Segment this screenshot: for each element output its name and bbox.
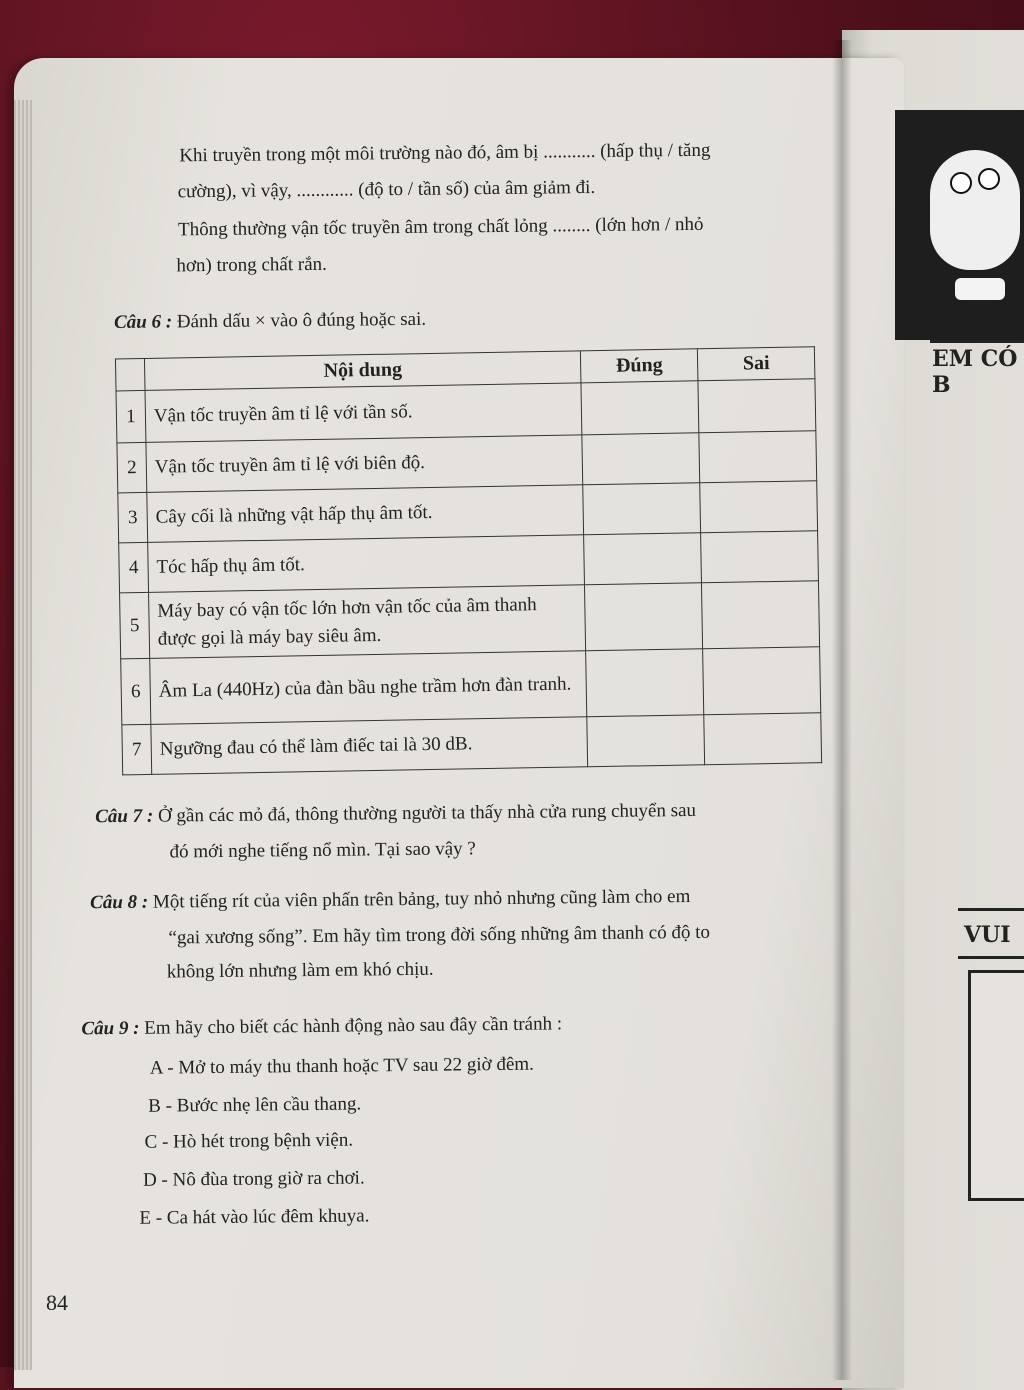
divider <box>958 908 1024 911</box>
row-number: 7 <box>122 724 152 774</box>
question-7 <box>95 800 696 828</box>
option-d: D - Nô đùa trong giờ ra chơi. <box>142 1167 365 1191</box>
option-a: A - Mở to máy thu thanh hoặc TV sau 22 giờ đêm. <box>149 1053 534 1079</box>
header-number <box>115 358 145 391</box>
header-content: Nội dung <box>144 351 581 391</box>
question-9-text: Em hãy cho biết các hành động nào sau đây cần tránh : <box>144 1013 563 1039</box>
false-checkbox-cell[interactable] <box>701 531 819 583</box>
row-statement: Vận tốc truyền âm tỉ lệ với biên độ. <box>146 435 583 493</box>
true-checkbox-cell[interactable] <box>581 381 699 435</box>
divider <box>958 956 1024 959</box>
header-false: Sai <box>698 347 815 381</box>
question-9-label: Câu 9 : <box>81 1017 140 1040</box>
row-number: 4 <box>119 542 149 592</box>
intro-line-2: cường), vì vậy, ............ (độ to / tần số) của âm giảm đi. <box>177 176 596 203</box>
intro-line-1: Khi truyền trong một môi trường nào đó, âm bị ........... (hấp thụ / tăng <box>179 139 711 167</box>
row-statement: Ngưỡng đau có thể làm điếc tai là 30 dB. <box>151 717 588 775</box>
row-number: 3 <box>118 492 148 542</box>
option-e: E - Ca hát vào lúc đêm khuya. <box>139 1205 370 1229</box>
row-number: 5 <box>120 592 150 658</box>
row-statement: Máy bay có vận tốc lớn hơn vận tốc của âm thanh được gọi là máy bay siêu âm. <box>149 585 586 659</box>
question-9 <box>81 1013 562 1040</box>
bowtie-icon <box>955 278 1005 300</box>
question-8-line-2: “gai xương sống”. Em hãy tìm trong đời sống những âm thanh có độ to <box>168 921 711 949</box>
question-6-label: Câu 6 : <box>113 311 173 334</box>
side-heading-top: EM CÓ B <box>932 346 1018 398</box>
row-number: 6 <box>121 658 151 724</box>
false-checkbox-cell[interactable] <box>703 647 821 715</box>
table-row <box>121 647 821 725</box>
true-checkbox-cell[interactable] <box>586 649 704 717</box>
question-8-line-1: Một tiếng rít của viên phấn trên bảng, tuy nhỏ nhưng cũng làm cho em <box>152 886 691 913</box>
true-checkbox-cell[interactable] <box>587 715 705 767</box>
side-heading-mid: VUI <box>964 922 1011 948</box>
question-6 <box>114 309 426 334</box>
question-7-line-2: đó mới nghe tiếng nổ mìn. Tại sao vậy ? <box>169 838 476 863</box>
page-number: 84 <box>46 1290 68 1315</box>
question-8-line-3: không lớn nhưng làm em khó chịu. <box>166 958 434 983</box>
intro-line-3: Thông thường vận tốc truyền âm trong chất lỏng ........ (lớn hơn / nhỏ <box>177 213 704 241</box>
true-checkbox-cell[interactable] <box>583 483 701 535</box>
question-8-label: Câu 8 : <box>89 891 149 914</box>
true-checkbox-cell[interactable] <box>585 583 703 651</box>
question-8 <box>90 886 690 914</box>
true-false-table <box>115 346 822 775</box>
option-c: C - Hò hét trong bệnh viện. <box>144 1129 354 1153</box>
row-number: 1 <box>116 390 146 442</box>
bulb-face-icon <box>930 150 1020 270</box>
question-7-line-1: Ở gần các mỏ đá, thông thường người ta thấy nhà cửa rung chuyển sau <box>157 799 697 827</box>
row-statement: Tóc hấp thụ âm tốt. <box>148 535 585 593</box>
divider <box>930 340 1024 343</box>
row-statement: Cây cối là những vật hấp thụ âm tốt. <box>147 485 584 543</box>
row-statement: Vận tốc truyền âm tỉ lệ với tần số. <box>145 383 582 443</box>
eye-icon <box>978 168 1000 190</box>
intro-line-4: hơn) trong chất rắn. <box>176 253 327 277</box>
false-checkbox-cell[interactable] <box>702 581 820 649</box>
question-6-text: Đánh dấu × vào ô đúng hoặc sai. <box>176 308 427 333</box>
false-checkbox-cell[interactable] <box>700 481 818 533</box>
question-7-label: Câu 7 : <box>95 805 154 828</box>
header-true: Đúng <box>581 349 698 383</box>
row-number: 2 <box>117 442 147 492</box>
cartoon-illustration <box>968 970 1024 1201</box>
true-checkbox-cell[interactable] <box>584 533 702 585</box>
table-row <box>120 581 820 659</box>
eye-icon <box>950 172 972 194</box>
false-checkbox-cell[interactable] <box>699 431 817 483</box>
false-checkbox-cell[interactable] <box>704 713 822 765</box>
false-checkbox-cell[interactable] <box>698 379 816 433</box>
option-b: B - Bước nhẹ lên cầu thang. <box>148 1093 362 1117</box>
row-statement: Âm La (440Hz) của đàn bầu nghe trầm hơn đàn tranh. <box>150 651 587 725</box>
true-checkbox-cell[interactable] <box>582 433 700 485</box>
